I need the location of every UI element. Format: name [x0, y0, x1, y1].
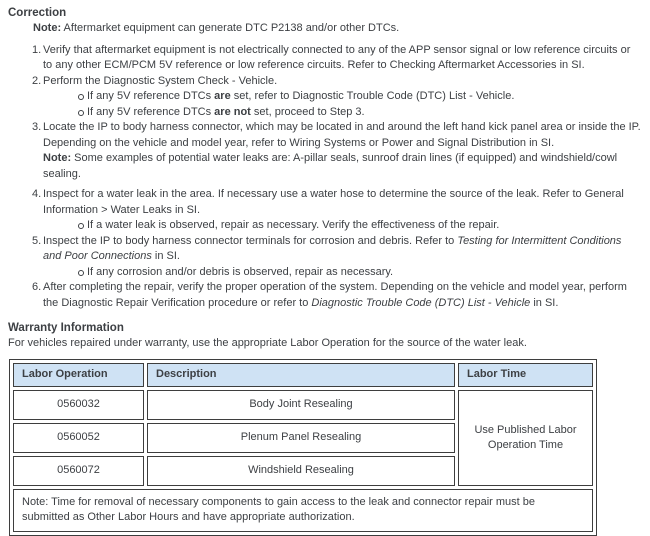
- header-description: Description: [147, 363, 455, 387]
- bullet-marker-col: [43, 265, 87, 281]
- correction-heading: Correction: [8, 7, 67, 19]
- bullet-marker-col: [43, 89, 87, 105]
- bullet-marker-col: [43, 218, 87, 234]
- step-3: [8, 120, 642, 182]
- bullet-text-bold: are not: [214, 105, 251, 118]
- step-text: [43, 234, 642, 265]
- step-4: [8, 187, 642, 234]
- note-text: Some examples of potential water leaks are: A-pillar seals, sunroof drain lines (if equipped) and windshield/cowl sealing.: [43, 152, 618, 180]
- step-text-post: in SI.: [151, 250, 180, 262]
- table-note-row: [13, 489, 593, 532]
- warranty-intro: For vehicles repaired under warranty, use the appropriate Labor Operation for the source of the water leak.: [8, 337, 527, 349]
- step-text-post: in SI.: [530, 296, 559, 309]
- bullet-text: [87, 89, 642, 105]
- step-body: [43, 187, 642, 234]
- labor-operation-description: Body Joint Resealing: [147, 390, 455, 420]
- bullet-text: If any corrosion and/or debris is observed, repair as necessary.: [87, 265, 394, 278]
- circle-bullet-icon: [78, 94, 84, 100]
- step-body: [43, 280, 642, 311]
- table-row: [13, 390, 593, 420]
- correction-note: [33, 21, 642, 37]
- step-text-italic: Diagnostic Trouble Code (DTC) List - Vehicle: [311, 296, 531, 309]
- step-text: Locate the IP to body harness connector, which may be located in and around the left hand kick panel area or inside the IP. Depending on the vehicle and model year, refer to Wiring Systems or Power and Signal Distribution in SI.: [43, 121, 641, 149]
- warranty-heading: Warranty Information: [8, 322, 124, 334]
- sub-bullet: [43, 265, 642, 281]
- table-note: Note: Time for removal of necessary components to gain access to the leak and connector repair must be submitted as Other Labor Hours and have appropriate authorization.: [13, 489, 593, 532]
- bullet-text-post: set, proceed to Step 3.: [250, 105, 365, 118]
- labor-operation-description: Windshield Resealing: [147, 456, 455, 486]
- labor-operation-table: [9, 359, 597, 536]
- step-text: Perform the Diagnostic System Check - Vehicle.: [43, 74, 278, 87]
- labor-time-value: Use Published Labor Operation Time: [458, 390, 593, 486]
- table-header-row: [13, 363, 593, 387]
- step-2: [8, 74, 642, 121]
- labor-operation-code: 0560072: [13, 456, 144, 486]
- step-text-italic: Testing for Intermittent Conditions and Poor Connections: [43, 234, 622, 262]
- sub-bullet: [43, 218, 642, 234]
- step-text: [43, 280, 642, 311]
- header-labor-operation: Labor Operation: [13, 363, 144, 387]
- note-label: Note:: [33, 22, 62, 34]
- step-number: 4.: [32, 188, 42, 200]
- step-1: [8, 43, 642, 74]
- bullet-text-pre: If any 5V reference DTCs: [87, 90, 215, 102]
- correction-steps-list: [8, 43, 642, 312]
- step-number: 1.: [32, 43, 42, 56]
- step-text: Inspect for a water leak in the area. If necessary use a water hose to determine the source of the leak. Refer to General Information > Water Leaks in SI.: [43, 188, 624, 216]
- step-text-pre: Inspect the IP to body harness connector terminals for corrosion and debris. Refer to: [43, 234, 458, 247]
- step-number: 6.: [32, 281, 42, 293]
- circle-bullet-icon: [78, 270, 84, 276]
- bullet-marker-col: [43, 105, 87, 121]
- step-note: [43, 151, 642, 182]
- labor-operation-code: 0560032: [13, 390, 144, 420]
- sub-bullet: [43, 105, 642, 121]
- note-text: Aftermarket equipment can generate DTC P2138 and/or other DTCs.: [61, 22, 400, 34]
- step-number: 3.: [32, 121, 42, 133]
- step-text: Verify that aftermarket equipment is not electrically connected to any of the APP sensor signal or low reference circuits or to any other ECM/PCM 5V reference or low reference circuits. Refer to Checking Aftermarket Accessories in SI.: [43, 43, 631, 71]
- bullet-text-pre: If any 5V reference DTCs: [87, 105, 215, 118]
- step-body: [43, 234, 642, 281]
- bullet-text: If a water leak is observed, repair as necessary. Verify the effectiveness of the repair.: [87, 219, 500, 231]
- circle-bullet-icon: [78, 223, 84, 229]
- sub-bullet: [43, 89, 642, 105]
- step-text-pre: After completing the repair, verify the proper operation of the system. Depending on the vehicle and model year, perform the Diagnostic Repair Verification procedure or refer to: [43, 281, 627, 309]
- header-labor-time: Labor Time: [458, 363, 593, 387]
- note-label: Note:: [43, 152, 72, 164]
- labor-operation-code: 0560052: [13, 423, 144, 453]
- step-body: [43, 74, 642, 121]
- step-number: 5.: [32, 234, 42, 247]
- step-6: [8, 280, 642, 311]
- labor-operation-description: Plenum Panel Resealing: [147, 423, 455, 453]
- step-body: [43, 120, 642, 182]
- bullet-text: [87, 105, 642, 121]
- circle-bullet-icon: [78, 110, 84, 116]
- bullet-text-post: set, refer to Diagnostic Trouble Code (DTC) List - Vehicle.: [230, 90, 515, 102]
- bullet-text-bold: are: [214, 90, 231, 102]
- step-number: 2.: [32, 74, 42, 87]
- step-5: [8, 234, 642, 281]
